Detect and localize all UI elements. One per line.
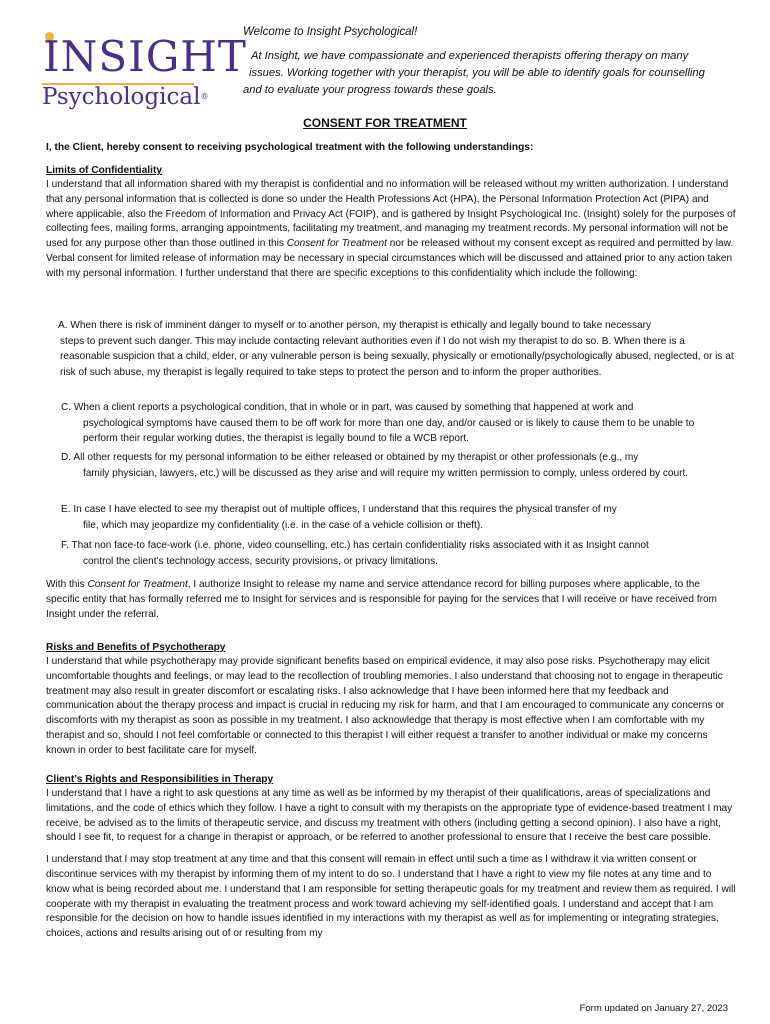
- exception-item-c: C. When a client reports a psychological condition, that in whole or in part, was caused by something that happened at work and psychological symptoms have caused them to be off work for more than one day, and/or caused or is likely to cause them to be unable to perform their regular working duties, the therapist is legally bound to file a WCB report.: [61, 402, 695, 444]
- logo-wordmark: INSIGHT: [43, 32, 247, 81]
- exception-item-a: A. When there is risk of imminent danger to myself or to another person, my therapist is ethically and legally bound to take necessary steps to prevent such danger. This may include contacting relevant authorities even if I do not wish my therapist to do so. B. When there is a reasonable suspicion that a child, elder, or any vulnerable person is being sexually, physically or emotionally/psychologically abused, neglected, or is at risk of such abuse, my therapist is legally required to take steps to protect the person and to inform the proper authorities.: [58, 320, 734, 378]
- section-heading: Limits of Confidentiality: [46, 165, 163, 176]
- billing-authorization: With this Consent for Treatment, I authorize Insight to release my name and service attendance record for billing purposes where applicable, to the specific entity that has formally referred me to Insight for services and is responsible for paying for the services that I will receive or have received from Insight under the referral.: [46, 579, 717, 620]
- section-body: I understand that all information shared with my therapist is confidential and no information will be released without my written authorization. I understand that any personal information that is collected is done so under the Health Professions Act (HPA), the Personal Information Protection Act (PIPA) and where applicable, also the Freedom of Information and Privacy Act (FOIP), and is gathered by Insight Psychological Inc. (Insight) solely for the purposes of collecting fees, mailing forms, arranging appointments, facilitating my treatment, and managing my treatment records. My personal information will not be used for any purpose other than those outlined in this Consent for Treatment nor be released without my consent except as required and permitted by law. Verbal consent for limited release of information may be necessary in special circumstances which will be discussed and attained prior to any action taken with my personal information. I further understand that there are specific exceptions to this confidentiality which include the following:: [46, 179, 736, 279]
- intro-line: At Insight, we have compassionate and experienced therapists offering therapy on many: [251, 50, 689, 62]
- exception-item-f: F. That non face-to face-work (i.e. phone, video counselling, etc.) has certain confidentiality risks associated with it as Insight cannot control the client’s technology access, security provisions, or privacy limitations.: [61, 540, 649, 567]
- intro-paragraph: [243, 48, 733, 99]
- consent-statement: I, the Client, hereby consent to receiving psychological treatment with the following understandings:: [46, 142, 534, 153]
- section-body: I understand that I have a right to ask questions at any time as well as be informed by my therapist of their qualifications, areas of specializations and limitations, and the code of ethics which they follow. I have a right to consult with my therapists on the appropriate type of evidence-based treatment I may receive, be advised as to the limits of therapeutic service, and discuss my treatment with others (including getting a second opinion). I also have a right, should I see fit, to request for a change in therapist or approach, or be referred to another professional to ensure that I receive the best care possible.: [46, 788, 733, 844]
- section-heading: Client’s Rights and Responsibilities in Therapy: [46, 774, 274, 785]
- rights-section: [46, 772, 736, 942]
- insight-logo: [40, 30, 247, 115]
- risks-section: [46, 640, 736, 759]
- welcome-heading: Welcome to Insight Psychological!: [243, 26, 418, 38]
- confidentiality-section: [46, 163, 736, 282]
- document-title: CONSENT FOR TREATMENT: [303, 116, 467, 130]
- exception-item-e: E. In case I have elected to see my therapist out of multiple offices, I understand that this requires the physical transfer of my file, which may jeopardize my confidentiality (i.e. in the case of a vehicle collision or theft).: [61, 504, 617, 531]
- logo-subtitle: Psychological®: [42, 84, 209, 110]
- section-body: I understand that while psychotherapy may provide significant benefits based on empirical evidence, it may also pose risks. Psychotherapy may elicit uncomfortable thoughts and feelings, or may lead to the recollection of troubling memories. I also understand that choosing not to engage in therapeutic treatment may also result in greater discomfort or escalating risks. I also acknowledge that I have been informed here that my feedback and communication about the therapy process and impact is crucial in reducing my risk for harm, and that I am encouraged to communicate any concerns or discomforts with my therapist as soon as possible in my treatment. I also acknowledge that therapy is most effective when I am comfortable with my therapist and so, should I not feel comfortable or connected to this therapist I will either request a transfer to another individual or make my concerns known in order to best facilitate care for myself.: [46, 656, 725, 756]
- section-heading: Risks and Benefits of Psychotherapy: [46, 642, 226, 653]
- intro-line: issues. Working together with your therapist, you will be able to identify goals for counselling: [249, 67, 705, 79]
- section-body: I understand that I may stop treatment at any time and that this consent will remain in effect until such a time as I withdraw it via written consent or discontinue services with my therapist by informing them of my intent to do so. I understand that I have a right to view my file notes at any time and to know what is being recorded about me. I understand that I am responsible for setting therapeutic goals for my treatment and review them as required. I will cooperate with my therapist in evaluating the treatment process and work toward achieving my self-identified goals. I understand and accept that I am responsible for the decision on how to handle issues identified in my interactions with my therapist as well as for implementing or integrating strategies, choices, actions and results arising out of or resulting from my: [46, 854, 736, 940]
- form-updated-date: Form updated on January 27, 2023: [579, 1003, 728, 1014]
- exception-item-d: D. All other requests for my personal information to be either released or obtained by my therapist or other professionals (e.g., my family physician, lawyers, etc.) will be discussed as they arise and will require my written permission to comply, unless ordered by court.: [61, 452, 689, 479]
- intro-line: and to evaluate your progress towards these goals.: [243, 84, 497, 96]
